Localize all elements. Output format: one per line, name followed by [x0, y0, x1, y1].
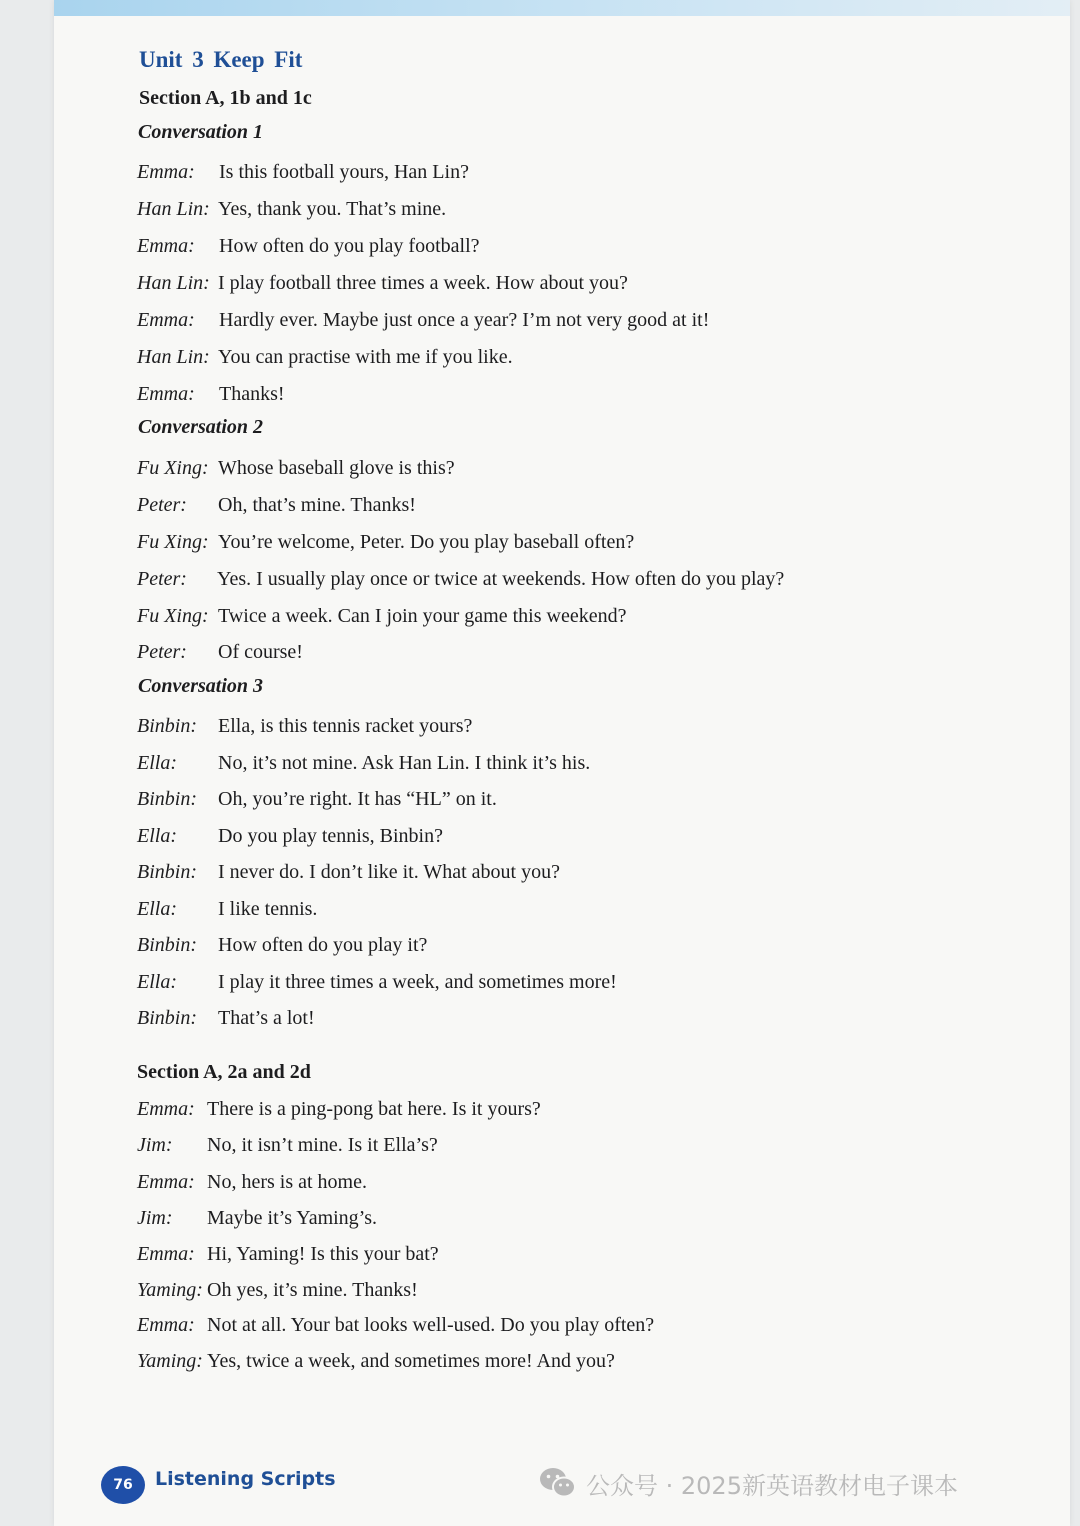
page-number-badge: 76	[101, 1466, 145, 1504]
dialogue-text: How often do you play it?	[218, 934, 428, 956]
dialogue-text: Twice a week. Can I join your game this weekend?	[218, 605, 627, 627]
speaker-name: Han Lin:	[137, 346, 210, 368]
speaker-name: Yaming:	[137, 1279, 203, 1301]
dialogue-text: How often do you play football?	[219, 235, 480, 257]
speaker-name: Jim:	[137, 1207, 173, 1229]
dialogue-text: Do you play tennis, Binbin?	[218, 825, 443, 847]
speaker-name: Fu Xing:	[137, 531, 209, 553]
dialogue-text: Ella, is this tennis racket yours?	[218, 715, 473, 737]
speaker-name: Peter:	[137, 494, 187, 516]
speaker-name: Emma:	[137, 235, 195, 257]
dialogue-text: No, it’s not mine. Ask Han Lin. I think it’s his.	[218, 752, 591, 774]
speaker-name: Binbin:	[137, 861, 197, 883]
speaker-name: Peter:	[137, 568, 187, 590]
footer-title: Listening Scripts	[155, 1468, 336, 1490]
dialogue-text: There is a ping-pong bat here. Is it yours?	[207, 1098, 541, 1120]
dialogue-text: Thanks!	[219, 383, 285, 405]
speaker-name: Ella:	[137, 825, 177, 847]
speaker-name: Emma:	[137, 161, 195, 183]
speaker-name: Emma:	[137, 1243, 195, 1265]
dialogue-text: No, it isn’t mine. Is it Ella’s?	[207, 1134, 438, 1156]
speaker-name: Han Lin:	[137, 198, 210, 220]
dialogue-text: That’s a lot!	[218, 1007, 315, 1029]
unit-title: Unit 3 Keep Fit	[139, 47, 303, 72]
speaker-name: Han Lin:	[137, 272, 210, 294]
section-heading: Section A, 1b and 1c	[139, 87, 312, 109]
dialogue-text: You’re welcome, Peter. Do you play baseball often?	[218, 531, 635, 553]
speaker-name: Ella:	[137, 752, 177, 774]
dialogue-text: Oh yes, it’s mine. Thanks!	[207, 1279, 418, 1301]
speaker-name: Emma:	[137, 1171, 195, 1193]
wechat-icon	[538, 1466, 578, 1500]
dialogue-text: I play it three times a week, and sometimes more!	[218, 971, 617, 993]
dialogue-text: Yes, thank you. That’s mine.	[218, 198, 447, 220]
conversation-heading: Conversation 1	[138, 121, 264, 143]
dialogue-text: Hi, Yaming! Is this your bat?	[207, 1243, 439, 1265]
dialogue-text: You can practise with me if you like.	[218, 346, 513, 368]
conversation-heading: Conversation 2	[138, 416, 264, 438]
dialogue-text: Maybe it’s Yaming’s.	[207, 1207, 378, 1229]
dialogue-text: Is this football yours, Han Lin?	[219, 161, 469, 183]
dialogue-text: I play football three times a week. How about you?	[218, 272, 628, 294]
dialogue-text: Oh, you’re right. It has “HL” on it.	[218, 788, 497, 810]
speaker-name: Ella:	[137, 971, 177, 993]
watermark-text: 公众号 · 2025新英语教材电子课本	[586, 1471, 958, 1500]
speaker-name: Binbin:	[137, 1007, 197, 1029]
dialogue-text: Yes. I usually play once or twice at weekends. How often do you play?	[217, 568, 785, 590]
speaker-name: Ella:	[137, 898, 177, 920]
dialogue-text: I never do. I don’t like it. What about you?	[218, 861, 560, 883]
dialogue-text: Not at all. Your bat looks well-used. Do you play often?	[207, 1314, 655, 1336]
speaker-name: Emma:	[137, 383, 195, 405]
dialogue-text: No, hers is at home.	[207, 1171, 367, 1193]
dialogue-text: Whose baseball glove is this?	[218, 457, 455, 479]
section-heading: Section A, 2a and 2d	[137, 1061, 311, 1083]
speaker-name: Emma:	[137, 1314, 195, 1336]
watermark	[538, 1463, 958, 1503]
dialogue-text: Of course!	[218, 641, 303, 663]
speaker-name: Yaming:	[137, 1350, 203, 1372]
dialogue-text: I like tennis.	[218, 898, 318, 920]
speaker-name: Fu Xing:	[137, 457, 209, 479]
speaker-name: Binbin:	[137, 715, 197, 737]
speaker-name: Emma:	[137, 309, 195, 331]
conversation-heading: Conversation 3	[138, 675, 264, 697]
speaker-name: Binbin:	[137, 934, 197, 956]
speaker-name: Emma:	[137, 1098, 195, 1120]
dialogue-text: Yes, twice a week, and sometimes more! And you?	[207, 1350, 615, 1372]
speaker-name: Fu Xing:	[137, 605, 209, 627]
top-color-band	[54, 0, 1070, 16]
speaker-name: Peter:	[137, 641, 187, 663]
speaker-name: Binbin:	[137, 788, 197, 810]
dialogue-text: Oh, that’s mine. Thanks!	[218, 494, 416, 516]
speaker-name: Jim:	[137, 1134, 173, 1156]
dialogue-text: Hardly ever. Maybe just once a year? I’m not very good at it!	[219, 309, 710, 331]
